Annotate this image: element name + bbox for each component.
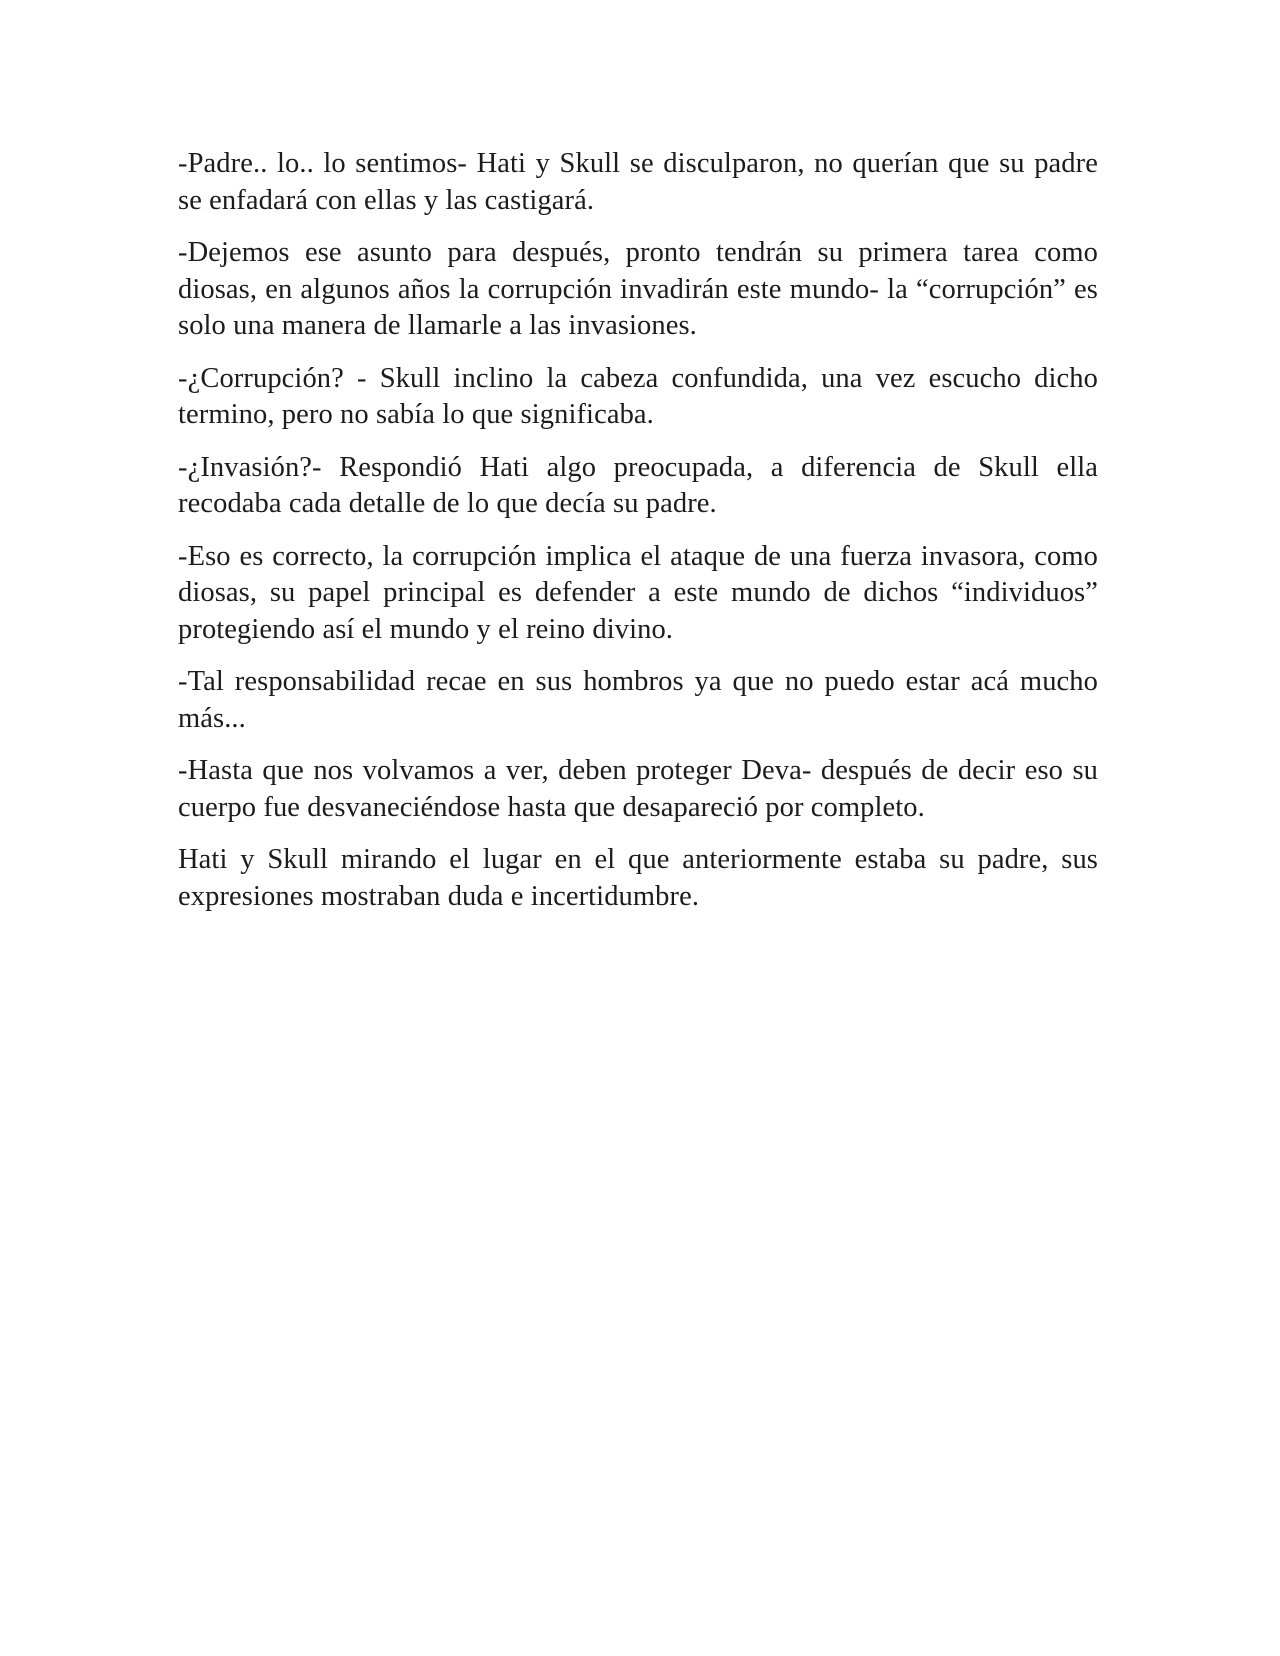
body-text — [178, 146, 1098, 931]
paragraph: -Dejemos ese asunto para después, pronto tendrán su primera tarea como diosas, en algunos años la corrupción invadirán este mundo- la “corrupción” es solo una manera de llamarle a las invasiones. — [178, 237, 1098, 341]
paragraph: Hati y Skull mirando el lugar en el que anteriormente estaba su padre, sus expresiones mostraban duda e incertidumbre. — [178, 844, 1098, 912]
paragraph: -Hasta que nos volvamos a ver, deben proteger Deva- después de decir eso su cuerpo fue desvaneciéndose hasta que desapareció por completo. — [178, 755, 1098, 823]
paragraph: -¿Corrupción? - Skull inclino la cabeza confundida, una vez escucho dicho termino, pero no sabía lo que significaba. — [178, 362, 1098, 430]
paragraph: -Padre.. lo.. lo sentimos- Hati y Skull se disculparon, no querían que su padre se enfadará con ellas y las castigará. — [178, 148, 1098, 216]
paragraph: -Eso es correcto, la corrupción implica el ataque de una fuerza invasora, como diosas, su papel principal es defender a este mundo de dichos “individuos” protegiendo así el mundo y el reino divino. — [178, 540, 1098, 645]
paragraph: -Tal responsabilidad recae en sus hombros ya que no puedo estar acá mucho más... — [178, 666, 1098, 734]
paragraph: -¿Invasión?- Respondió Hati algo preocupada, a diferencia de Skull ella recodaba cada detalle de lo que decía su padre. — [178, 451, 1098, 519]
